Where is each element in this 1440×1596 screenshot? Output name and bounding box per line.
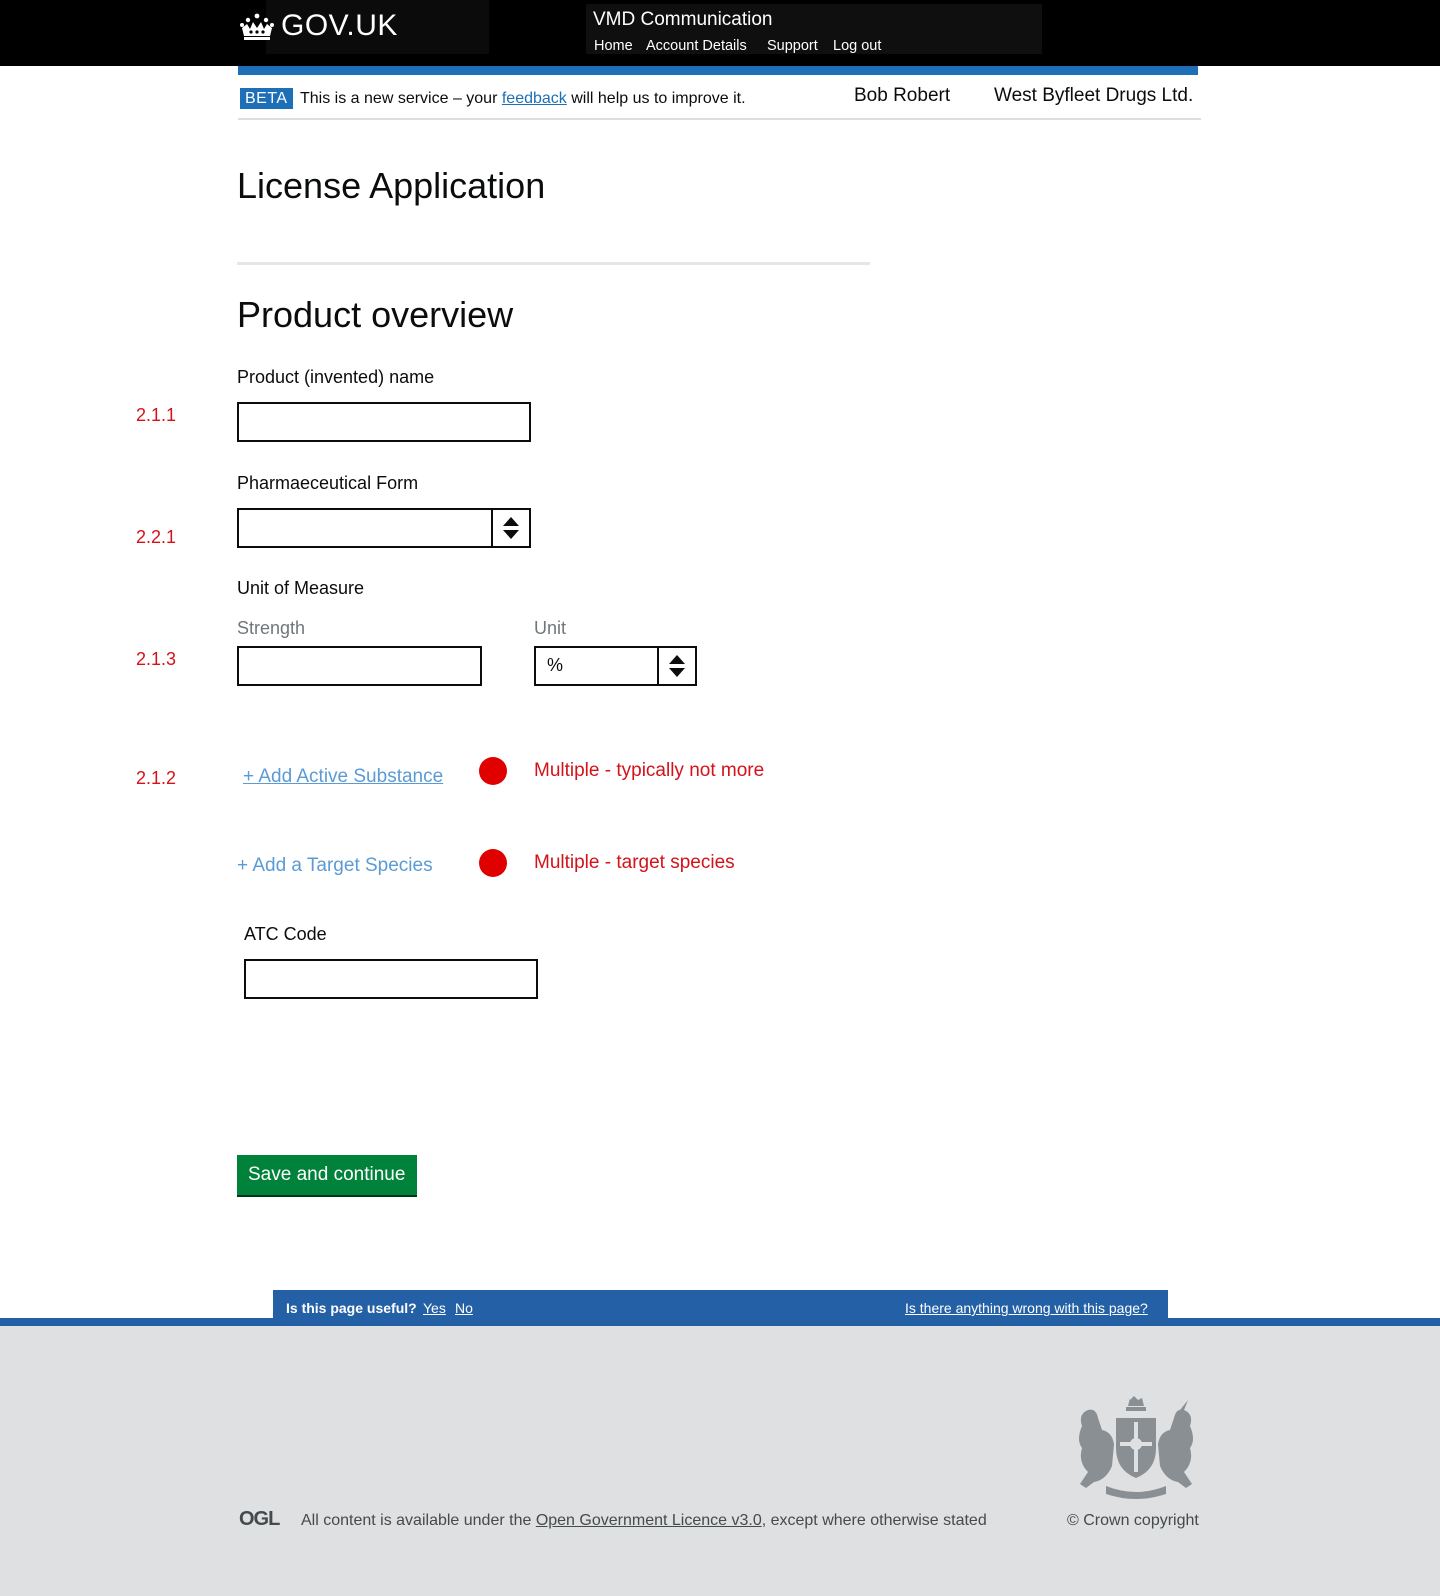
phase-text-before: This is a new service – your — [300, 90, 502, 107]
save-and-continue-button[interactable]: Save and continue — [237, 1155, 417, 1195]
user-name: Bob Robert — [854, 85, 951, 106]
annotation-dot-icon — [479, 849, 507, 877]
strength-input[interactable] — [237, 646, 482, 686]
active-substance-ref: 2.1.2 — [136, 768, 177, 788]
unit-select[interactable] — [534, 646, 697, 686]
pharma-form-ref: 2.2.1 — [136, 527, 177, 547]
nav-account-details[interactable]: Account Details — [646, 38, 747, 54]
add-active-substance-link[interactable]: + Add Active Substance — [243, 766, 444, 787]
licence-text-before: All content is available under the — [301, 1512, 536, 1529]
crown-copyright-link[interactable]: © Crown copyright — [1067, 1512, 1199, 1529]
govuk-logo-link[interactable]: GOV.UK — [281, 9, 398, 42]
licence-text-after: , except where otherwise stated — [761, 1512, 987, 1529]
product-name-input[interactable] — [237, 402, 531, 442]
atc-code-label: ATC Code — [244, 924, 327, 944]
service-name-link[interactable]: VMD Communication — [593, 9, 773, 30]
feedback-question: Is this page useful? — [286, 1300, 417, 1316]
select-arrows-icon — [491, 510, 529, 546]
unit-value: % — [547, 655, 564, 675]
page-title: License Application — [237, 165, 546, 206]
royal-coat-of-arms-icon — [1072, 1396, 1200, 1502]
section-divider — [237, 262, 870, 265]
beta-tag: BETA — [240, 88, 293, 109]
unit-of-measure-ref: 2.1.3 — [136, 649, 177, 669]
ogl-logo: OGL — [239, 1508, 280, 1530]
add-target-species-link[interactable]: + Add a Target Species — [237, 855, 433, 876]
phase-banner-text — [300, 90, 746, 108]
report-problem-link[interactable]: Is there anything wrong with this page? — [905, 1300, 1148, 1316]
organisation-name: West Byfleet Drugs Ltd. — [994, 85, 1194, 106]
site-footer — [0, 1326, 1440, 1596]
feedback-no-link[interactable]: No — [455, 1300, 473, 1316]
feedback-yes-link[interactable]: Yes — [423, 1300, 446, 1316]
phase-banner — [238, 84, 1201, 120]
strength-label: Strength — [237, 618, 306, 638]
annotation-dot-icon — [479, 757, 507, 785]
target-species-note: Multiple - target species — [534, 852, 735, 873]
unit-of-measure-label: Unit of Measure — [237, 578, 365, 598]
product-name-label: Product (invented) name — [237, 367, 435, 387]
unit-label: Unit — [534, 618, 567, 638]
feedback-link[interactable]: feedback — [501, 90, 567, 107]
section-title: Product overview — [237, 294, 514, 335]
licence-link[interactable]: Open Government Licence v3.0 — [535, 1512, 762, 1529]
atc-code-input[interactable] — [244, 959, 538, 999]
select-arrows-icon — [657, 648, 695, 684]
phase-text-after: will help us to improve it. — [566, 90, 746, 107]
licence-text — [301, 1512, 987, 1530]
nav-support[interactable]: Support — [767, 38, 818, 54]
active-substance-note: Multiple - typically not more — [534, 760, 765, 781]
page-feedback-bar — [273, 1290, 1168, 1326]
nav-home[interactable]: Home — [594, 38, 633, 54]
site-header — [0, 0, 1440, 66]
nav-log-out[interactable]: Log out — [833, 38, 882, 54]
crown-icon — [239, 12, 275, 42]
product-name-ref: 2.1.1 — [136, 405, 177, 425]
header-blue-bar — [238, 66, 1198, 75]
pharma-form-select[interactable] — [237, 508, 531, 548]
pharma-form-label: Pharmaeceutical Form — [237, 473, 419, 493]
